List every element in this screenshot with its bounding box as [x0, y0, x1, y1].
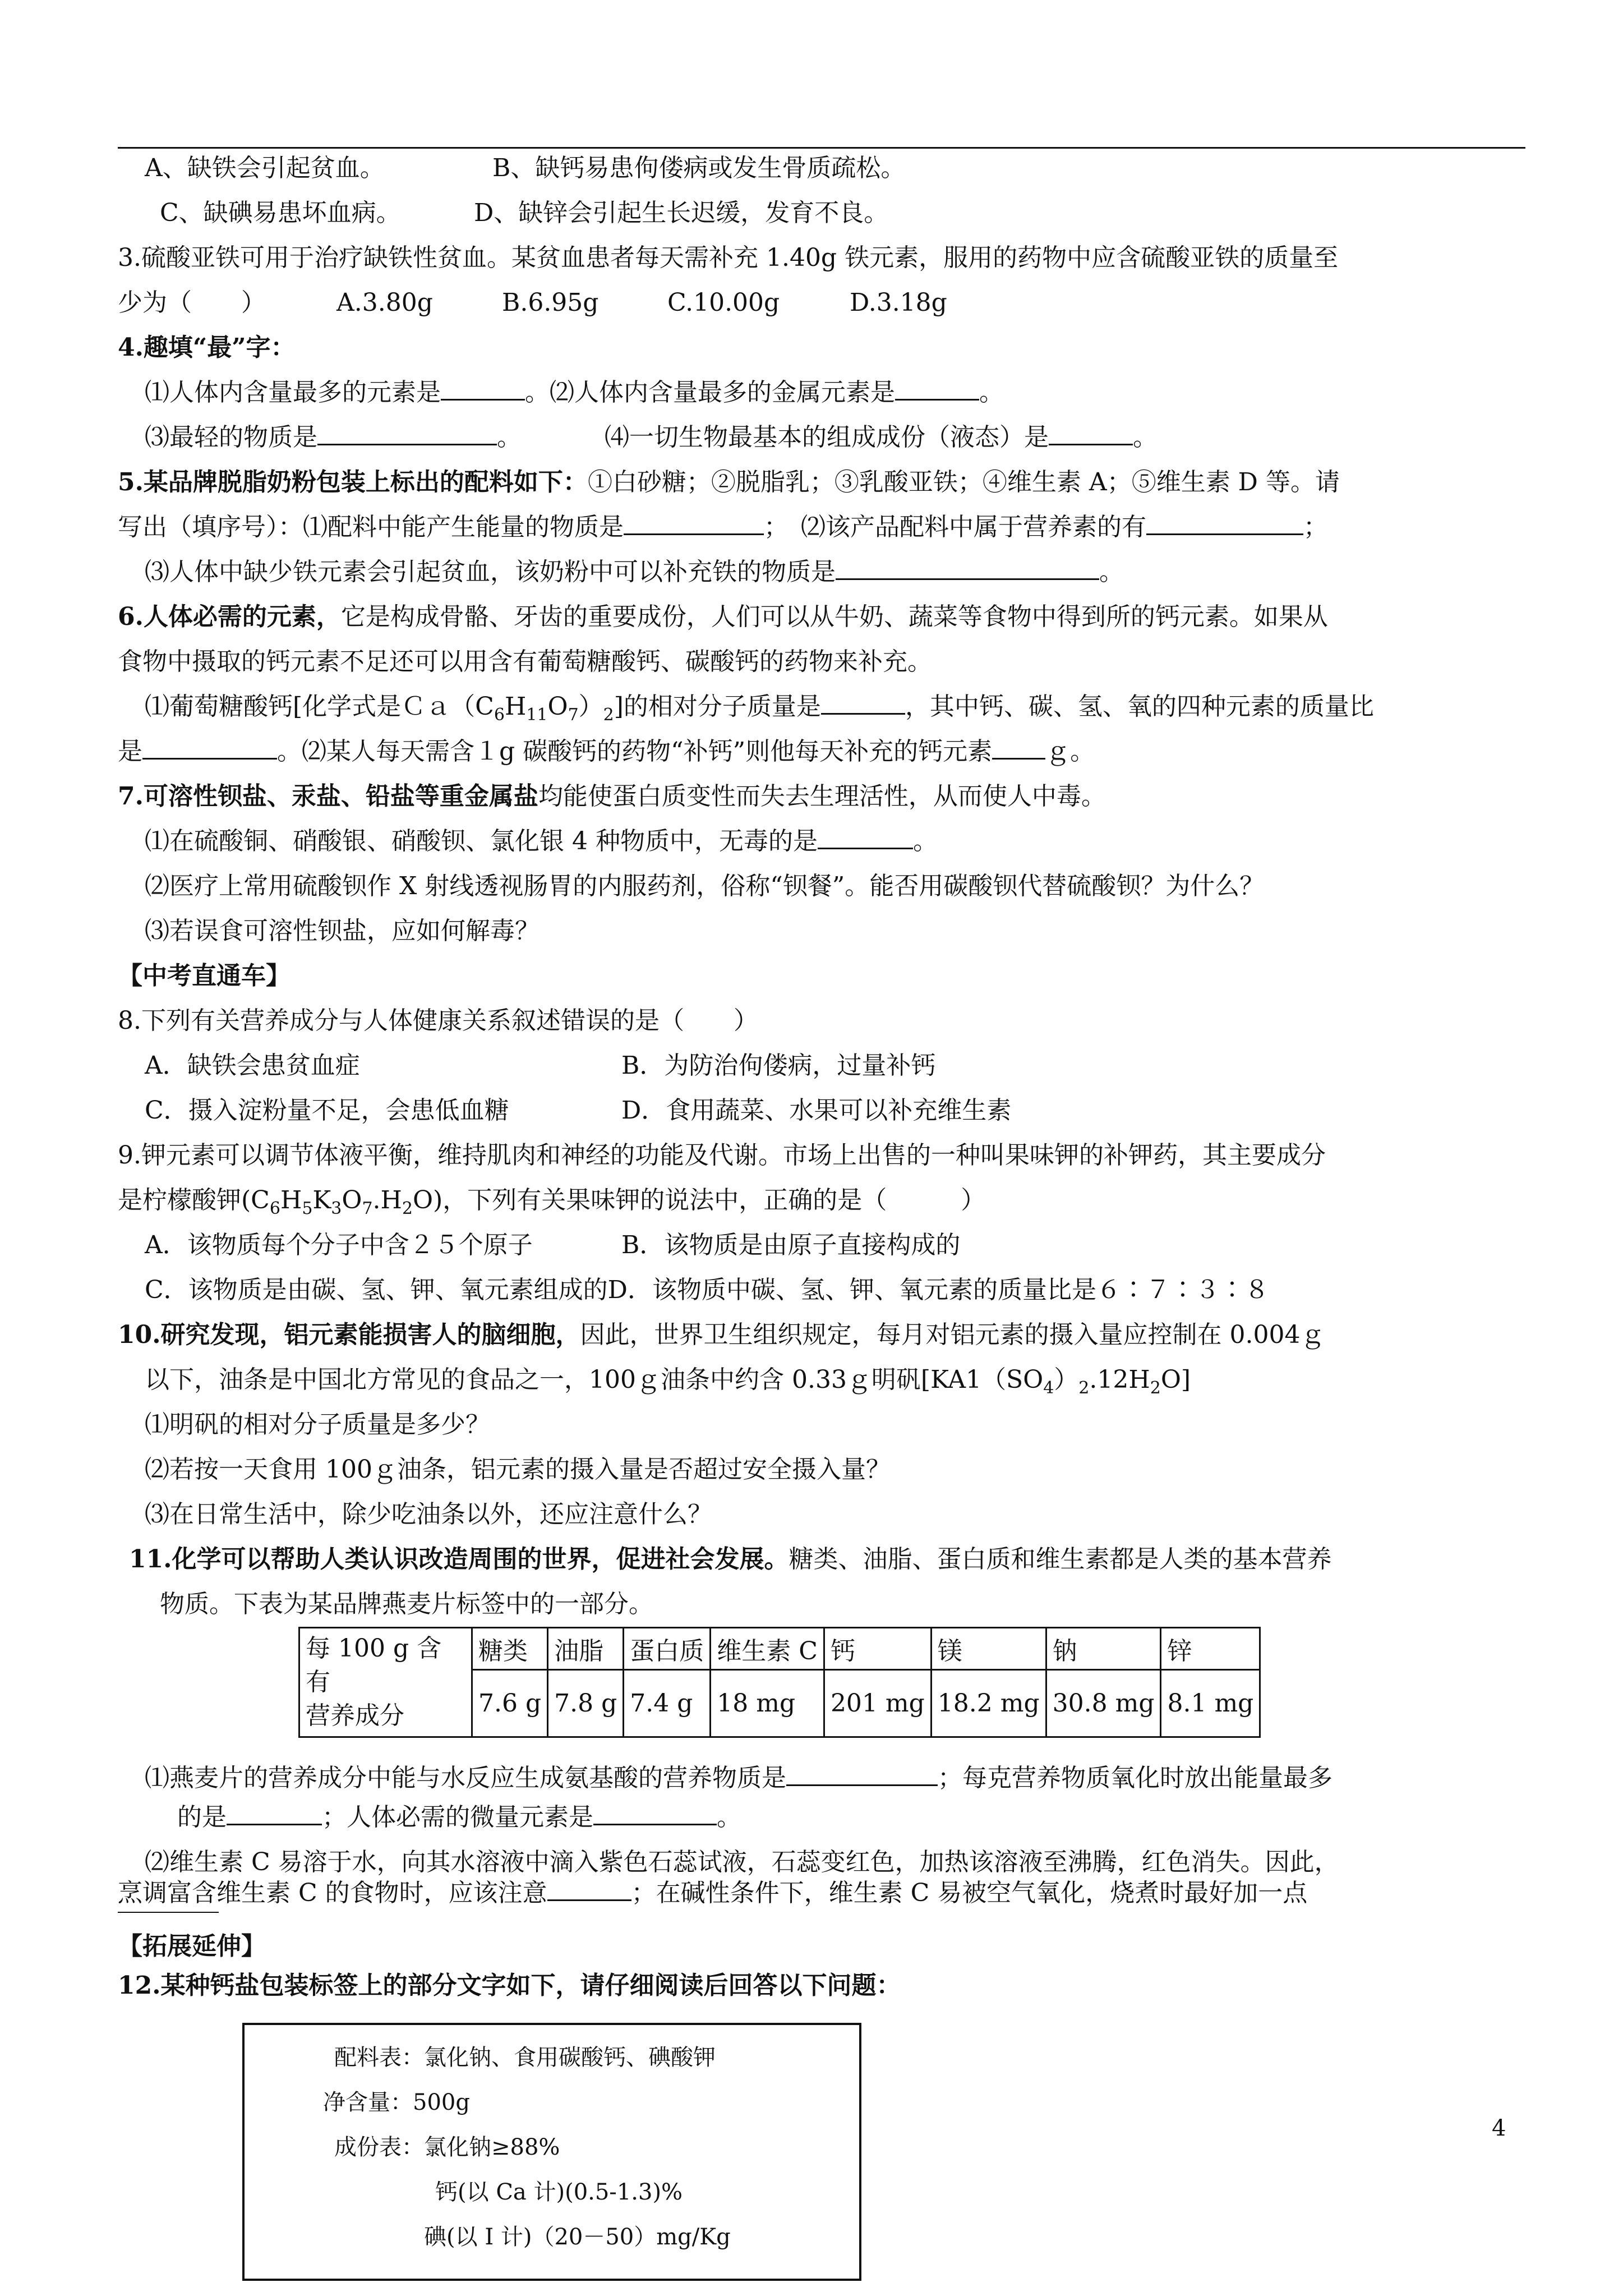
table-row [299, 1628, 1260, 1670]
q5-blank-2[interactable] [1146, 511, 1303, 535]
table-cell: 7.8 g [548, 1670, 624, 1737]
q2-option-a: A、缺铁会引起贫血。 [145, 154, 385, 182]
label-calcium: 钙(以 Ca 计)(0.5-1.3)% [435, 2179, 683, 2205]
q4-blank-2[interactable] [895, 376, 979, 401]
q3-option-c: C.10.00g [667, 288, 780, 317]
table-col-header: 维生素 C [711, 1628, 824, 1670]
q11-sub1-line2: 的是 ；人体必需的微量元素是 。 [177, 1801, 741, 1834]
q2-options-row2 [160, 196, 889, 230]
q5-line3: ⑶人体中缺少铁元素会引起贫血，该奶粉中可以补充铁的物质是 。 [145, 555, 1124, 589]
q11-sub2-line2: 烹调富含维生素 C 的食物时，应该注意 ；在碱性条件下，维生素 C 易被空气氧化，烧煮时最好加一点 [118, 1876, 1307, 1910]
q10-sub3: ⑶在日常生活中，除少吃油条以外，还应注意什么？ [145, 1500, 712, 1529]
q9-option-c: C．该物质是由碳、氢、钾、氧元素组成的 [145, 1276, 608, 1304]
header-rule [118, 147, 1525, 149]
q6-blank-3[interactable] [992, 735, 1045, 760]
table-col-header: 镁 [931, 1628, 1046, 1670]
q4-blank-3[interactable] [317, 421, 497, 445]
q9-line2: 是柠檬酸钾$(C_6H_5K_3O_7.H_2O)$，下列有关果味钾的说法中，正确的是（ ） [118, 1186, 986, 1218]
label-net-content: 净含量：500g [323, 2090, 470, 2115]
table-cell: 18.2 mg [931, 1670, 1046, 1737]
q8-option-a: A．缺铁会患贫血症 [145, 1051, 360, 1080]
q7-sub1: ⑴在硫酸铜、硝酸银、硝酸钡、氯化银 4 种物质中，无毒的是 。 [145, 825, 938, 858]
q2-option-c: C、缺碘易患坏血病。 [160, 199, 401, 227]
q2-option-d: D、缺锌会引起生长迟缓，发育不良。 [474, 199, 889, 227]
q4-line1: ⑴人体内含量最多的元素是 。⑵人体内含量最多的金属元素是 。 [145, 376, 1004, 409]
table-cell: 18 mg [711, 1670, 824, 1737]
q4-blank-4[interactable] [1049, 421, 1133, 445]
q5-line2: 写出（填序号）：⑴配料中能产生能量的物质是 ； ⑵该产品配料中属于营养素的有 ； [118, 510, 1328, 544]
section-exam-heading: 【中考直通车】 [118, 961, 291, 990]
q5-blank-3[interactable] [836, 556, 1099, 580]
q5-line1: 5.某品牌脱脂奶粉包装上标出的配料如下：①白砂糖；②脱脂乳；③乳酸亚铁；④维生素 A；⑤维生素 D 等。请 [118, 468, 1340, 496]
q11-blank-3[interactable] [593, 1801, 717, 1825]
label-iodine: 碘(以 I 计)（20－50）mg/Kg [424, 2224, 731, 2250]
q6-line3: ⑴葡萄糖酸钙[化学式是$Ca(C_6H_{11}O_7)_2$]的相对分子质量是 ，其中钙、碳、氢、氧的四种元素的质量比 [145, 690, 1374, 732]
table-col-header: 锌 [1161, 1628, 1260, 1670]
q11-blank-1[interactable] [786, 1762, 938, 1786]
q11-line1: 11.化学可以帮助人类认识改造周围的世界，促进社会发展。糖类、油脂、蛋白质和维生素都是人类的基本营养 [129, 1545, 1332, 1573]
q11-sub1-line1: ⑴燕麦片的营养成分中能与水反应生成氨基酸的营养物质是 ；每克营养物质氧化时放出能量最多 [145, 1761, 1332, 1795]
page-number: 4 [1492, 2115, 1506, 2141]
table-col-header: 糖类 [472, 1628, 548, 1670]
q4-blank-1[interactable] [441, 376, 525, 401]
salt-label-box [242, 2023, 861, 2281]
q10-sub1: ⑴明矾的相对分子质量是多少？ [145, 1410, 490, 1439]
section-ext-heading: 【拓展延伸】 [118, 1932, 266, 1961]
q9-option-a: A．该物质每个分子中含２５个原子 [145, 1231, 533, 1259]
table-row-header: 每 100 g 含 有 营养成分 [299, 1628, 472, 1737]
q4-line2: ⑶最轻的物质是 。 ⑷一切生物最基本的组成成份（液态）是 。 [145, 421, 522, 454]
q8-option-c: C．摄入淀粉量不足，会患低血糖 [145, 1096, 509, 1125]
q8-options-row1 [145, 1049, 936, 1083]
q9-options-row2 [145, 1273, 1269, 1307]
q3-option-b: B.6.95g [502, 288, 599, 317]
q11-blank-4[interactable] [547, 1877, 631, 1901]
q12-title: 12.某种钙盐包装标签上的部分文字如下，请仔细阅读后回答以下问题： [118, 1971, 901, 2000]
q10-line1: 10.研究发现，铝元素能损害人的脑细胞，因此，世界卫生组织规定，每月对铝元素的摄入量应控制在 0.004ｇ [118, 1320, 1325, 1349]
q9-option-d: D．该物质中碳、氢、钾、氧元素的质量比是６∶７∶３∶８ [607, 1276, 1269, 1304]
q3-line1: 3.硫酸亚铁可用于治疗缺铁性贫血。某贫血患者每天需补充 1.40g 铁元素，服用的药物中应含硫酸亚铁的质量至 [118, 243, 1339, 272]
table-cell: 7.6 g [472, 1670, 548, 1737]
q3-option-a: A.3.80g [336, 288, 433, 317]
q10-line2: 以下，油条是中国北方常见的食品之一，100ｇ油条中约含 0.33ｇ明矾$[KA1(SO_4)_2.12H_2O]$ [145, 1365, 1191, 1398]
q4-title: 4.趣填“最”字： [118, 333, 296, 362]
q11-blank-2[interactable] [227, 1801, 322, 1825]
q9-option-b: B．该物质是由原子直接构成的 [621, 1231, 961, 1259]
q7-blank-1[interactable] [818, 825, 913, 849]
q7-line1: 7.可溶性钡盐、汞盐、铅盐等重金属盐均能使蛋白质变性而失去生理活性，从而使人中毒。 [118, 782, 1106, 811]
table-col-header: 钙 [824, 1628, 931, 1670]
table-col-header: 蛋白质 [624, 1628, 711, 1670]
q9-line1: 9.钾元素可以调节体液平衡，维持肌肉和神经的功能及代谢。市场上出售的一种叫果味钾的补钾药，其主要成分 [118, 1141, 1326, 1170]
q3-option-d: D.3.18g [850, 288, 947, 317]
table-cell: 7.4 g [624, 1670, 711, 1737]
table-col-header: 钠 [1046, 1628, 1161, 1670]
q7-sub3: ⑶若误食可溶性钡盐，应如何解毒？ [145, 917, 540, 945]
q6-blank-2[interactable] [142, 735, 277, 760]
q6-line1: 6.人体必需的元素，它是构成骨骼、牙齿的重要成份，人们可以从牛奶、蔬菜等食物中得到所的钙元素。如果从 [118, 602, 1328, 631]
q8-options-row2 [145, 1094, 1012, 1128]
table-cell: 8.1 mg [1161, 1670, 1260, 1737]
table-cell: 201 mg [824, 1670, 931, 1737]
label-ingredients: 配料表：氯化钠、食用碳酸钙、碘酸钾 [334, 2045, 716, 2070]
q8-option-d: D．食用蔬菜、水果可以补充维生素 [621, 1096, 1012, 1125]
q9-options-row1 [145, 1228, 961, 1262]
q10-sub2: ⑵若按一天食用 100ｇ油条，铝元素的摄入量是否超过安全摄入量？ [145, 1455, 891, 1484]
q6-line2: 食物中摄取的钙元素不足还可以用含有葡萄糖酸钙、碳酸钙的药物来补充。 [118, 647, 932, 676]
q11-sub2-line1: ⑵维生素 C 易溶于水，向其水溶液中滴入紫色石蕊试液，石蕊变红色，加热该溶液至沸腾，红色消失。因此， [145, 1848, 1339, 1876]
table-cell: 30.8 mg [1046, 1670, 1161, 1737]
q3-line2: 少为（ ） A.3.80g B.6.95g C.10.00g D.3.18g [118, 286, 266, 320]
footnote-rule [118, 1912, 219, 1913]
q5-blank-1[interactable] [624, 511, 764, 535]
table-col-header: 油脂 [548, 1628, 624, 1670]
q6-line4: 是 。⑵某人每天需含１g 碳酸钙的药物“补钙”则他每天补充的钙元素 ｇ。 [118, 735, 1095, 769]
q2-options-row1 [145, 151, 906, 185]
q8-option-b: B．为防治佝偻病，过量补钙 [621, 1051, 936, 1080]
q2-option-b: B、缺钙易患佝偻病或发生骨质疏松。 [492, 154, 906, 182]
q6-blank-1[interactable] [821, 691, 905, 715]
q7-sub2: ⑵医疗上常用硫酸钡作 X 射线透视肠胃的内服药剂，俗称“钡餐”。能否用碳酸钡代替硫酸钡？为什么？ [145, 872, 1265, 900]
q11-line2: 物质。下表为某品牌燕麦片标签中的一部分。 [160, 1590, 653, 1618]
q8-title: 8.下列有关营养成分与人体健康关系叙述错误的是（ ） [118, 1006, 758, 1035]
nutrition-table [298, 1627, 1261, 1738]
label-composition: 成份表：氯化钠≥88% [334, 2134, 560, 2160]
